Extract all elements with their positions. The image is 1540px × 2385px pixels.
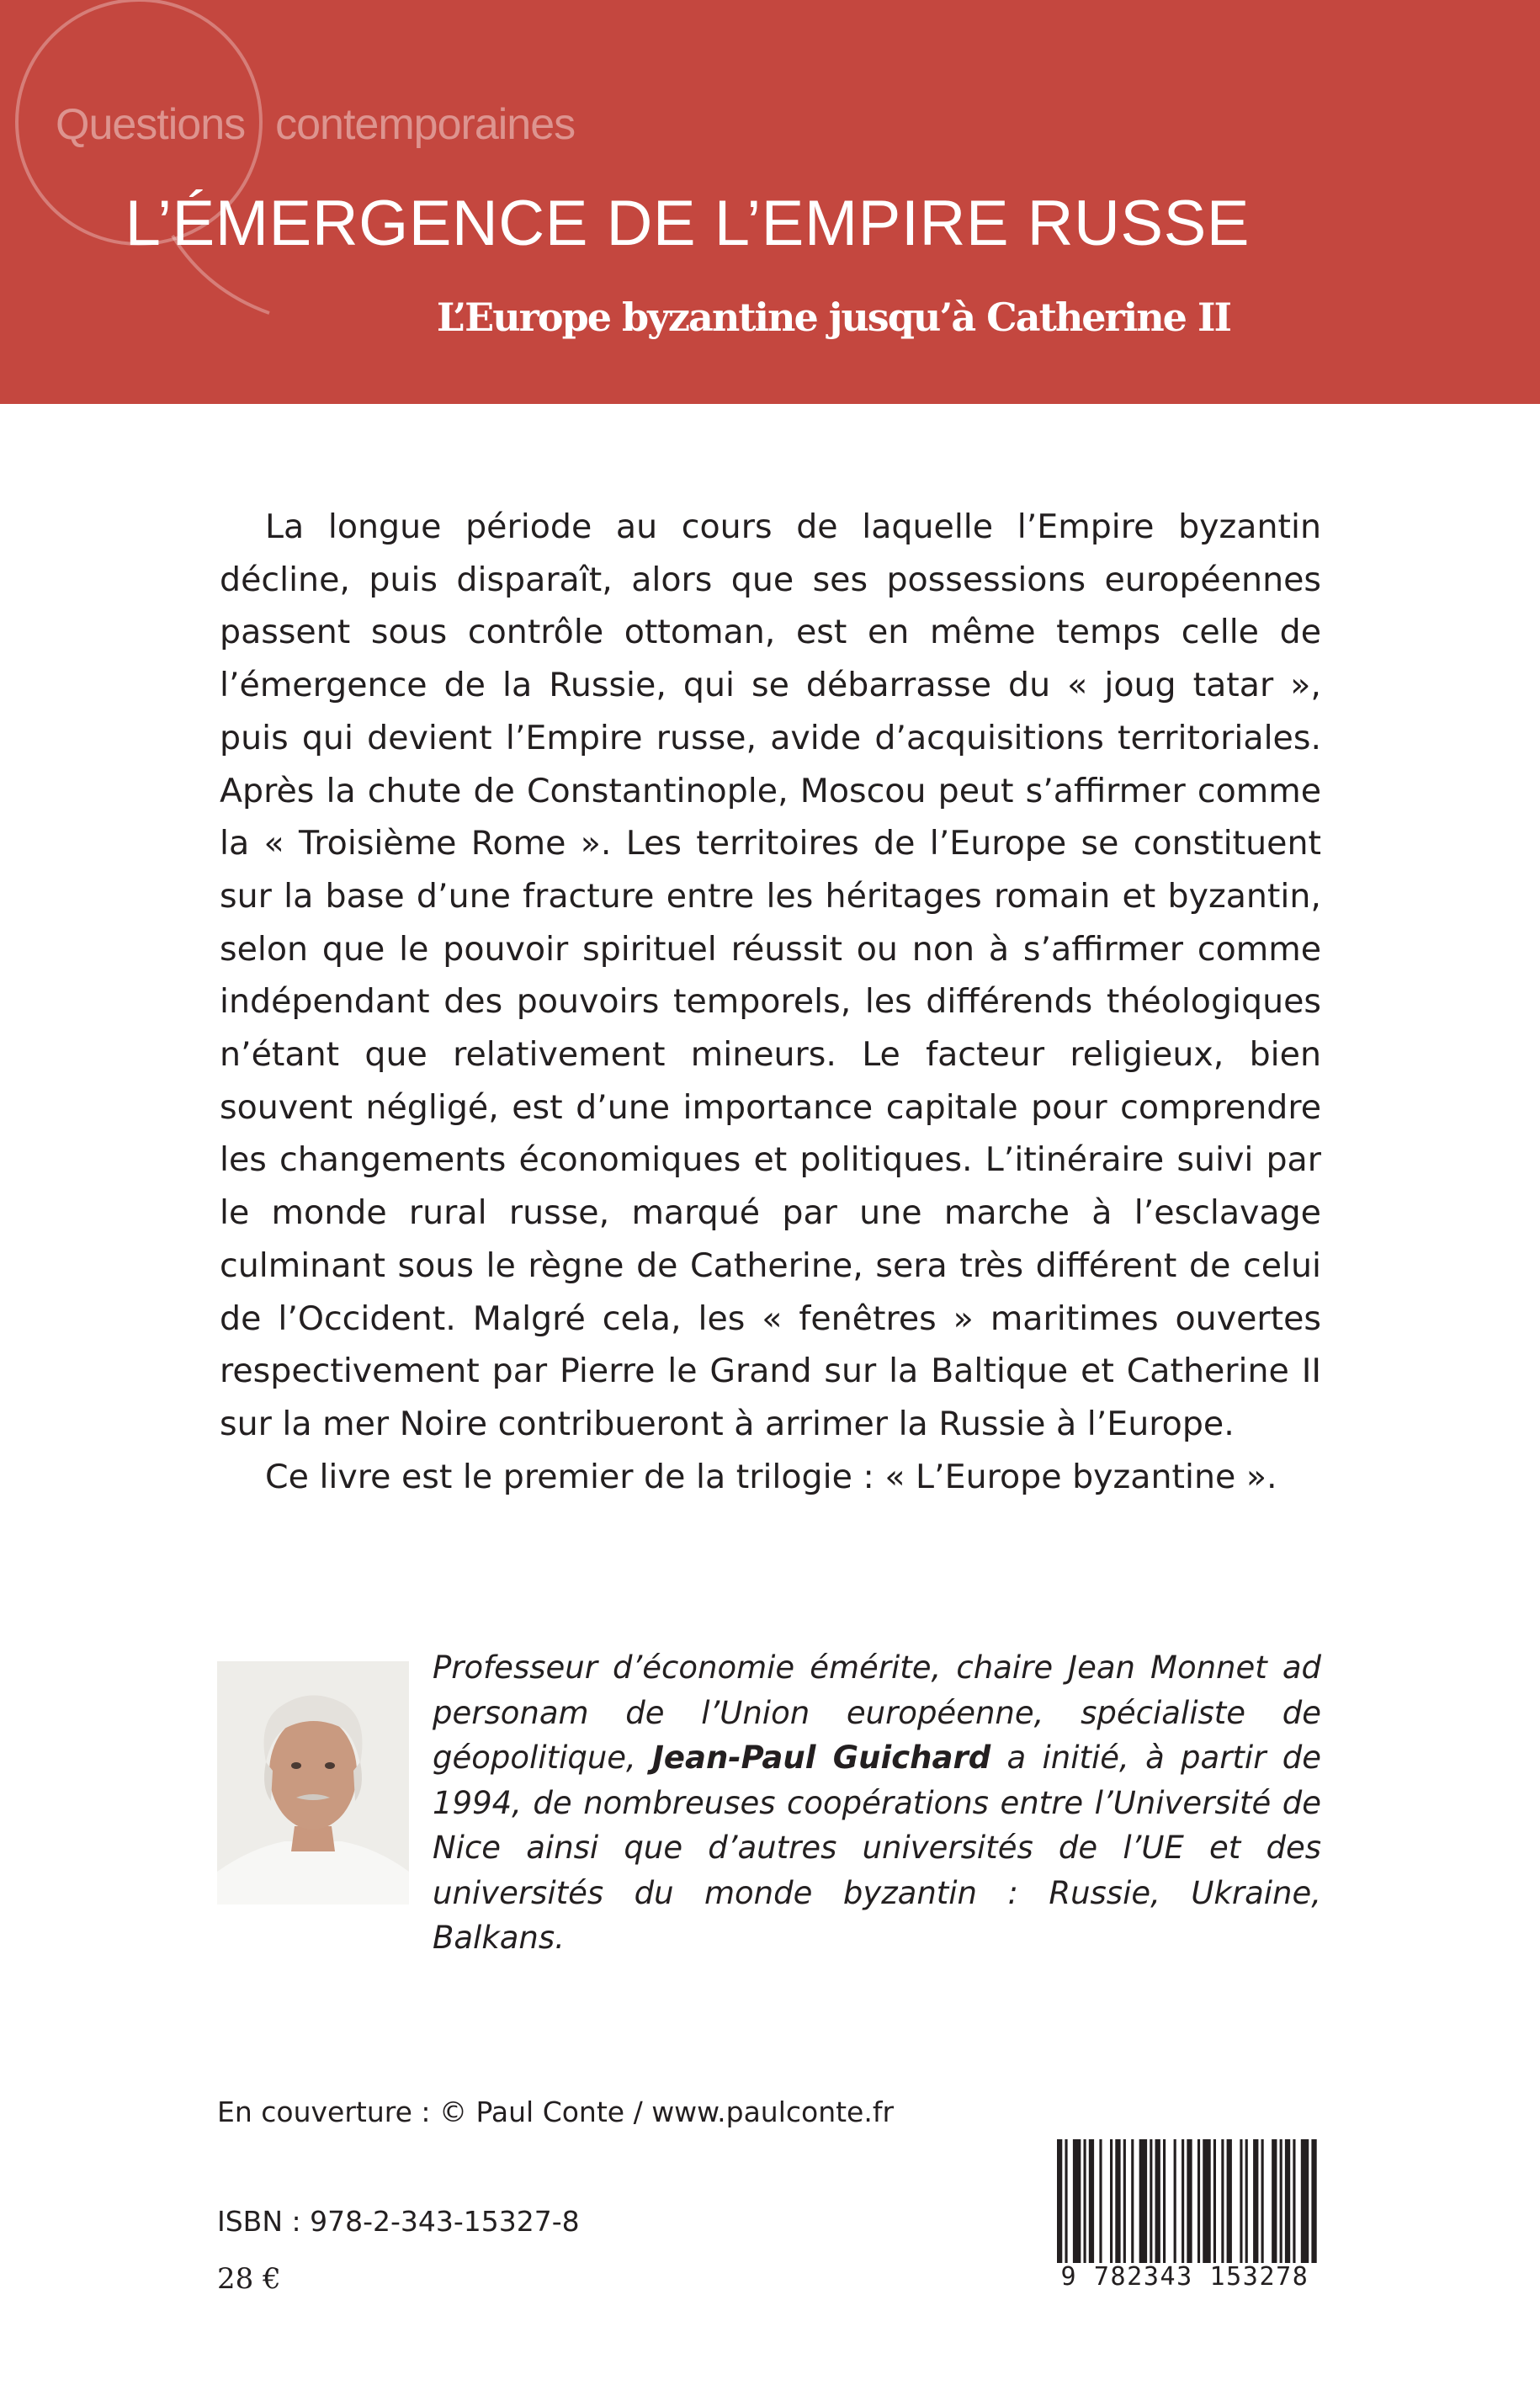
author-bio-text: Professeur d’économie émérite, chaire Jean Monnet ad personam de l’Union européenne, spécialiste de géopolitique, xyxy=(433,1649,1321,1776)
isbn: ISBN : 978-2-343-15327-8 xyxy=(217,2205,580,2238)
book-subtitle: L’Europe byzantine jusqu’à Catherine II xyxy=(436,295,1230,340)
cover-header-band xyxy=(0,0,1540,404)
blurb-paragraph: Ce livre est le premier de la trilogie : « L’Europe byzantine ». xyxy=(265,1457,1277,1496)
author-photo xyxy=(217,1661,409,1904)
series-word-1: Questions xyxy=(56,100,246,149)
author-bio xyxy=(433,1645,1321,1961)
barcode-digits: 9 782343 153278 xyxy=(1052,2263,1318,2292)
author-bio-text: a initié, à partir de 1994, de nombreuses coopérations entre l’Université de Nice ainsi que d’autres universités de l’UE et des universités du monde byzantin : Russie, Ukraine, Balkans. xyxy=(433,1740,1321,1956)
back-cover-blurb xyxy=(220,501,1321,1503)
blurb-paragraph: La longue période au cours de laquelle l’Empire byzantin décline, puis disparaît, alors que ses possessions européennes passent sous contrôle ottoman, est en même temps celle de l’émergence de la Russie, qui se débarrasse du « joug tatar », puis qui devient l’Empire russe, avide d’acquisitions territoriales. Après la chute de Constantinople, Moscou peut s’affirmer comme la « Troisième Rome ». Les territoires de l’Europe se constituent sur la base d’une fracture entre les héritages romain et byzantin, selon que le pouvoir spirituel réussit ou non à s’affirmer comme indépendant des pouvoirs temporels, les différends théologiques n’étant que relativement mineurs. Le facteur religieux, bien souvent négligé, est d’une importance capitale pour comprendre les changements économiques et politiques. L’itinéraire suivi par le monde rural russe, marqué par une marche à l’esclavage culminant sous le règne de Catherine, sera très différent de celui de l’Occident. Malgré cela, les « fenêtres » maritimes ouvertes respectivement par Pierre le Grand sur la Baltique et Catherine II sur la mer Noire contribueront à arrimer la Russie à l’Europe. xyxy=(220,507,1321,1443)
series-name xyxy=(56,99,575,150)
author-name: Jean-Paul Guichard xyxy=(652,1740,991,1776)
book-title: L’ÉMERGENCE DE L’EMPIRE RUSSE xyxy=(125,188,1250,259)
price: 28 € xyxy=(217,2262,281,2296)
series-word-2: contemporaines xyxy=(275,100,576,149)
cover-photo-credit: En couverture : © Paul Conte / www.paulconte.fr xyxy=(217,2096,895,2128)
